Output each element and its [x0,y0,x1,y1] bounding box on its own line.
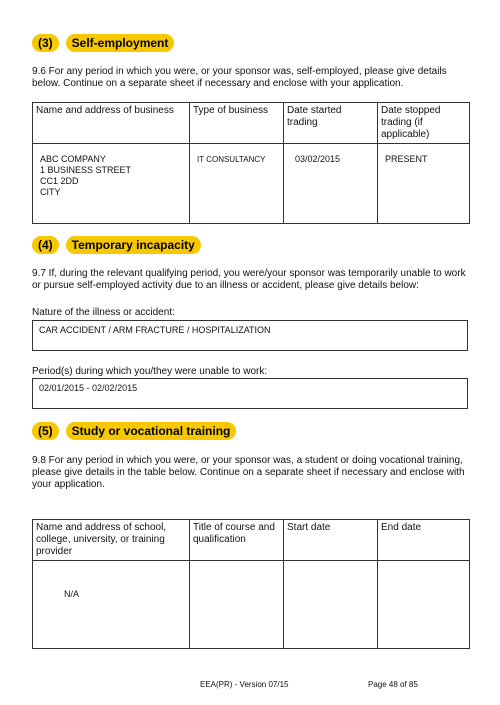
section-title: Self-employment [66,34,175,52]
period-label: Period(s) during which you/they were unable to work: [32,366,268,377]
course-title-cell[interactable] [190,561,284,649]
question-9-8: 9.8 For any period in which you were, or your sponsor was, a student or doing vocational training, please give details in the table below. Continue on a separate sheet if necessary and enclose with your application. [32,455,465,490]
date-stopped-cell[interactable] [378,144,470,224]
section-3-heading [32,34,174,52]
period-value: 02/01/2015 - 02/02/2015 [39,383,138,393]
section-number: (5) [32,422,59,440]
school-name-value: N/A [64,589,80,599]
date-started-cell[interactable] [284,144,378,224]
study-training-table [32,519,470,649]
business-type: IT CONSULTANCY [197,155,266,164]
form-version: EEA(PR) - Version 07/15 [200,680,289,689]
section-number: (4) [32,236,59,254]
illness-field[interactable] [32,320,468,351]
business-street: 1 BUSINESS STREET [40,165,132,175]
column-header: End date [378,520,470,561]
section-number: (3) [32,34,59,52]
column-header: Name and address of school, college, university, or training provider [33,520,190,561]
column-header: Date started trading [284,103,378,144]
end-date-cell[interactable] [378,561,470,649]
column-header: Date stopped trading (if applicable) [378,103,470,144]
business-postcode: CC1 2DD [40,176,79,186]
page-number: Page 48 of 85 [368,680,418,689]
business-city: CITY [40,187,61,197]
school-name-address-cell[interactable] [33,561,190,649]
section-4-heading [32,236,201,254]
column-header: Type of business [190,103,284,144]
illness-value: CAR ACCIDENT / ARM FRACTURE / HOSPITALIZATION [39,325,271,335]
start-date-cell[interactable] [284,561,378,649]
column-header: Start date [284,520,378,561]
business-name: ABC COMPANY [40,154,106,164]
question-9-6: 9.6 For any period in which you were, or your sponsor was, self-employed, please give details below. Continue on a separate sheet if necessary and enclose with your application. [32,66,447,89]
self-employment-table [32,102,470,224]
date-started: 03/02/2015 [295,154,341,164]
question-9-7: 9.7 If, during the relevant qualifying period, you were/your sponsor was temporarily unable to work or pursue self-employed activity due to an illness or accident, please give details below: [32,268,466,291]
business-type-cell[interactable] [190,144,284,224]
column-header: Title of course and qualification [190,520,284,561]
section-title: Study or vocational training [66,422,237,440]
date-stopped: PRESENT [385,154,428,164]
period-field[interactable] [32,378,468,409]
column-header: Name and address of business [33,103,190,144]
business-name-address-cell[interactable] [33,144,190,224]
illness-label: Nature of the illness or accident: [32,307,175,318]
section-title: Temporary incapacity [66,236,201,254]
section-5-heading [32,422,236,440]
